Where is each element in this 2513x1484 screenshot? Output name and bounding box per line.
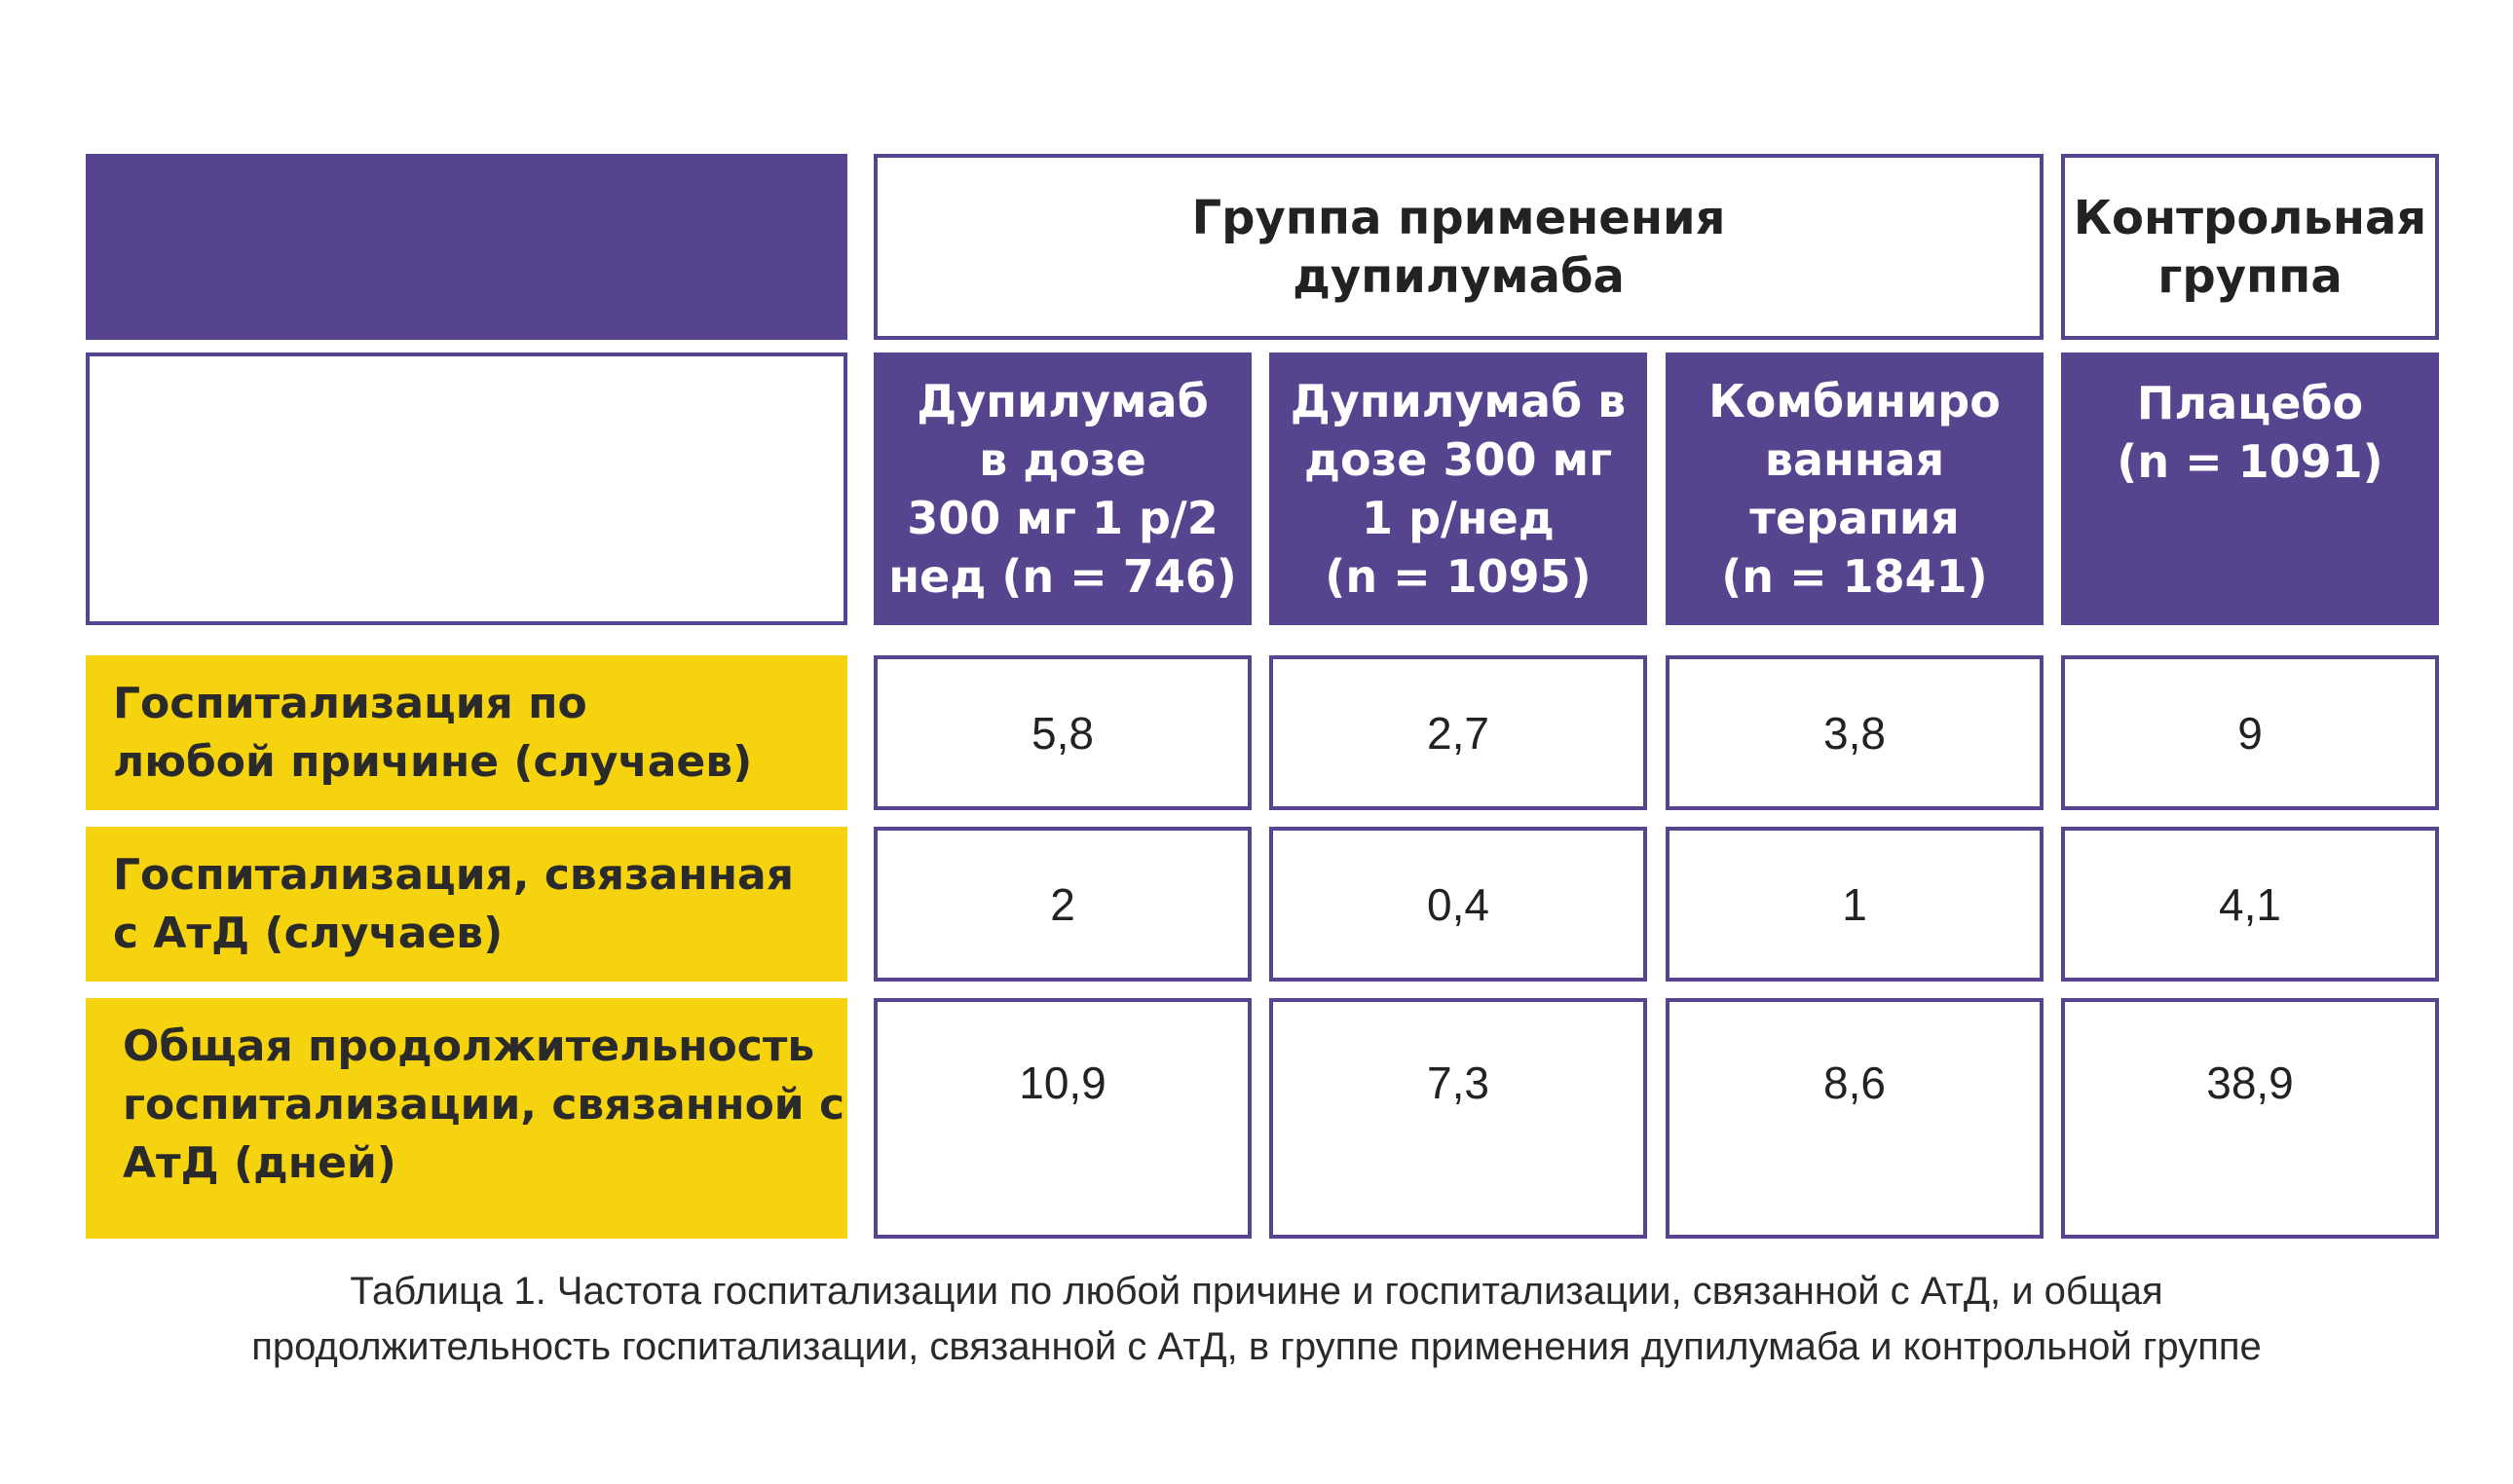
column-header-dose-q2w: Дупилумаб в дозе 300 мг 1 р/2 нед (n = 746) — [874, 352, 1252, 625]
header-corner-block — [86, 154, 847, 340]
row-label-total-duration: Общая продолжительность госпитализации, связанной с АтД (дней) — [86, 998, 847, 1239]
caption-line-1: Таблица 1. Частота госпитализации по любой причине и госпитализации, связанной с АтД, и общая — [350, 1270, 2163, 1313]
table-cell: 8,6 — [1666, 998, 2044, 1239]
table-cell: 3,8 — [1666, 655, 2044, 810]
table-cell: 9 — [2061, 655, 2439, 810]
table-cell: 1 — [1666, 827, 2044, 982]
dupilumab-group-header: Группа применения дупилумаба — [874, 154, 2044, 340]
column-header-combined: Комбиниро ванная терапия (n = 1841) — [1666, 352, 2044, 625]
control-group-header: Контрольная группа — [2061, 154, 2439, 340]
table-cell: 10,9 — [874, 998, 1252, 1239]
table-cell: 2,7 — [1269, 655, 1647, 810]
table-cell: 5,8 — [874, 655, 1252, 810]
table-cell: 2 — [874, 827, 1252, 982]
table-cell: 4,1 — [2061, 827, 2439, 982]
row-label-atd-related: Госпитализация, связанная с АтД (случаев) — [86, 827, 847, 982]
column-header-dose-qw: Дупилумаб в дозе 300 мг 1 р/нед (n = 1095) — [1269, 352, 1647, 625]
column-header-placebo: Плацебо (n = 1091) — [2061, 352, 2439, 625]
table-cell: 38,9 — [2061, 998, 2439, 1239]
header-empty-cell — [86, 352, 847, 625]
caption-line-2: продолжительность госпитализации, связанной с АтД, в группе применения дупилумаба и контрольной группе — [251, 1325, 2262, 1368]
table-cell: 7,3 — [1269, 998, 1647, 1239]
table-cell: 0,4 — [1269, 827, 1647, 982]
row-label-any-cause: Госпитализация по любой причине (случаев) — [86, 655, 847, 810]
table-caption — [0, 1264, 2513, 1375]
